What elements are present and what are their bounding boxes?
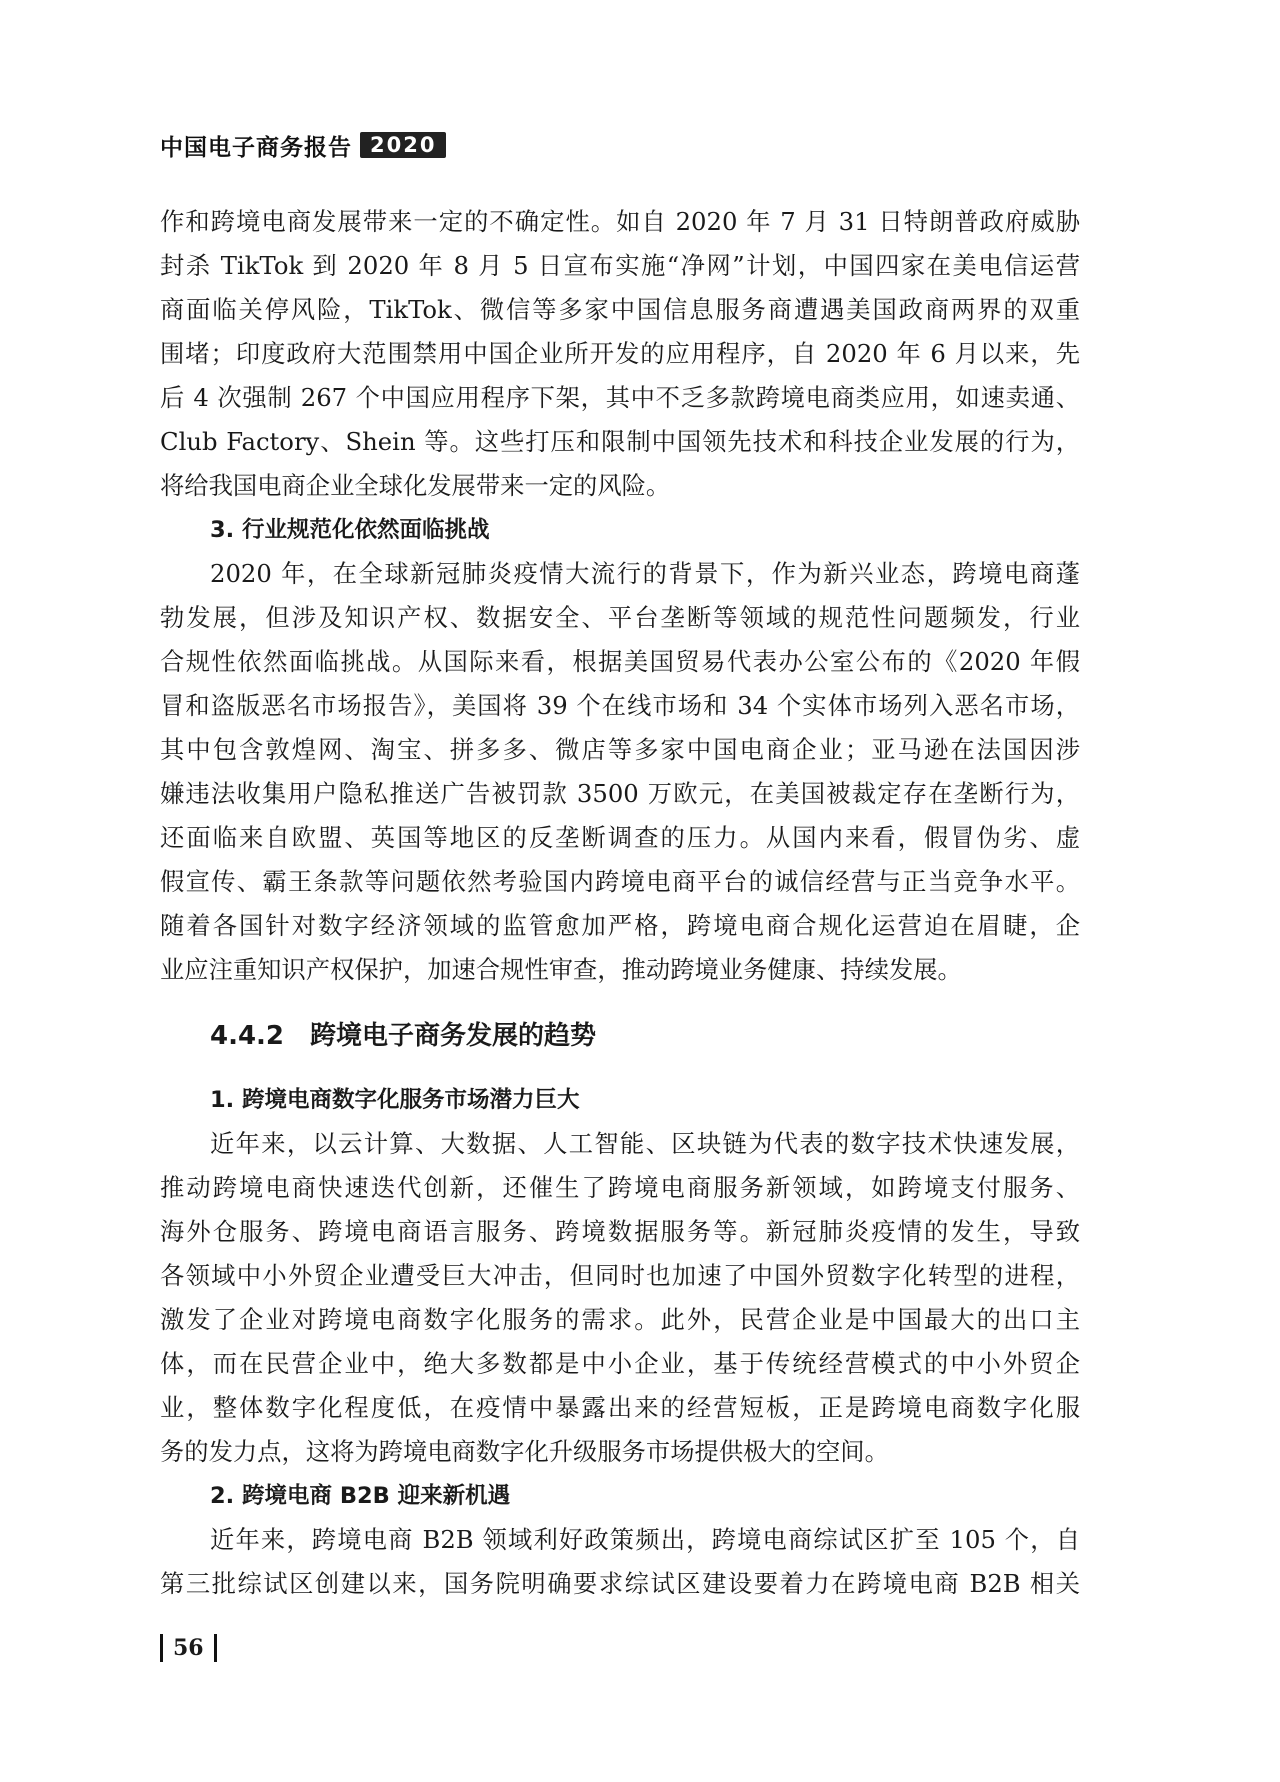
text-line: 作和跨境电商发展带来一定的不确定性。如自 2020 年 7 月 31 日特朗普政府威胁 — [160, 207, 1080, 236]
paragraph-regulation — [160, 552, 1080, 992]
text-line: 各领域中小外贸企业遭受巨大冲击，但同时也加速了中国外贸数字化转型的进程， — [160, 1261, 1080, 1290]
book-title: 中国电子商务报告 — [160, 134, 352, 161]
text-line: 海外仓服务、跨境电商语言服务、跨境数据服务等。新冠肺炎疫情的发生，导致 — [160, 1217, 1080, 1246]
text-line: 其中包含敦煌网、淘宝、拼多多、微店等多家中国电商企业；亚马逊在法国因涉 — [160, 735, 1080, 764]
text-line: 随着各国针对数字经济领域的监管愈加严格，跨境电商合规化运营迫在眉睫，企 — [160, 911, 1080, 940]
text-line: 合规性依然面临挑战。从国际来看，根据美国贸易代表办公室公布的《2020 年假 — [160, 647, 1080, 676]
text-line: 嫌违法收集用户隐私推送广告被罚款 3500 万欧元，在美国被裁定存在垄断行为， — [160, 779, 1080, 808]
section-title: 跨境电子商务发展的趋势 — [310, 1021, 597, 1051]
text-line: 业应注重知识产权保护，加速合规性审查，推动跨境业务健康、持续发展。 — [160, 955, 962, 984]
text-line: 冒和盗版恶名市场报告》，美国将 39 个在线市场和 34 个实体市场列入恶名市场， — [160, 691, 1080, 720]
text-line: 业，整体数字化程度低，在疫情中暴露出来的经营短板，正是跨境电商数字化服 — [160, 1393, 1080, 1422]
text-line: 激发了企业对跨境电商数字化服务的需求。此外，民营企业是中国最大的出口主 — [160, 1305, 1080, 1334]
book-year-badge: 2020 — [360, 132, 446, 158]
text-line: Club Factory、Shein 等。这些打压和限制中国领先技术和科技企业发展的行为， — [160, 427, 1080, 456]
text-line: 封杀 TikTok 到 2020 年 8 月 5 日宣布实施“净网”计划，中国四家在美电信运营 — [160, 251, 1080, 280]
page-body — [160, 200, 1080, 1606]
page-number: 56 — [173, 1635, 204, 1661]
footer-right-bar — [214, 1634, 217, 1662]
paragraph-b2b — [160, 1518, 1080, 1606]
text-line: 2020 年，在全球新冠肺炎疫情大流行的背景下，作为新兴业态，跨境电商蓬 — [210, 559, 1080, 588]
text-line: 近年来，以云计算、大数据、人工智能、区块链为代表的数字技术快速发展， — [210, 1129, 1080, 1158]
paragraph-digital-services — [160, 1122, 1080, 1474]
text-line: 将给我国电商企业全球化发展带来一定的风险。 — [160, 471, 671, 500]
running-header — [160, 130, 446, 160]
text-line: 围堵；印度政府大范围禁用中国企业所开发的应用程序，自 2020 年 6 月以来，先 — [160, 339, 1080, 368]
text-line: 推动跨境电商快速迭代创新，还催生了跨境电商服务新领域，如跨境支付服务、 — [160, 1173, 1080, 1202]
text-line: 还面临来自欧盟、英国等地区的反垄断调查的压力。从国内来看，假冒伪劣、虚 — [160, 823, 1080, 852]
text-line: 体，而在民营企业中，绝大多数都是中小企业，基于传统经营模式的中小外贸企 — [160, 1349, 1080, 1378]
text-line: 后 4 次强制 267 个中国应用程序下架，其中不乏多款跨境电商类应用，如速卖通、 — [160, 383, 1080, 412]
section-number: 4.4.2 — [210, 1021, 285, 1051]
section-heading — [160, 1014, 1080, 1058]
subheading-industry-regulation: 3. 行业规范化依然面临挑战 — [210, 517, 490, 543]
subheading-digital-services: 1. 跨境电商数字化服务市场潜力巨大 — [210, 1087, 580, 1113]
text-line: 假宣传、霸王条款等问题依然考验国内跨境电商平台的诚信经营与正当竞争水平。 — [160, 867, 1080, 896]
text-line: 第三批综试区创建以来，国务院明确要求综试区建设要着力在跨境电商 B2B 相关 — [160, 1569, 1080, 1598]
paragraph-continued — [160, 200, 1080, 508]
text-line: 勃发展，但涉及知识产权、数据安全、平台垄断等领域的规范性问题频发，行业 — [160, 603, 1080, 632]
text-line: 务的发力点，这将为跨境电商数字化升级服务市场提供极大的空间。 — [160, 1437, 889, 1466]
text-line: 近年来，跨境电商 B2B 领域利好政策频出，跨境电商综试区扩至 105 个，自 — [210, 1525, 1080, 1554]
text-line: 商面临关停风险，TikTok、微信等多家中国信息服务商遭遇美国政商两界的双重 — [160, 295, 1080, 324]
subheading-b2b: 2. 跨境电商 B2B 迎来新机遇 — [210, 1483, 511, 1509]
page-footer — [160, 1631, 217, 1665]
